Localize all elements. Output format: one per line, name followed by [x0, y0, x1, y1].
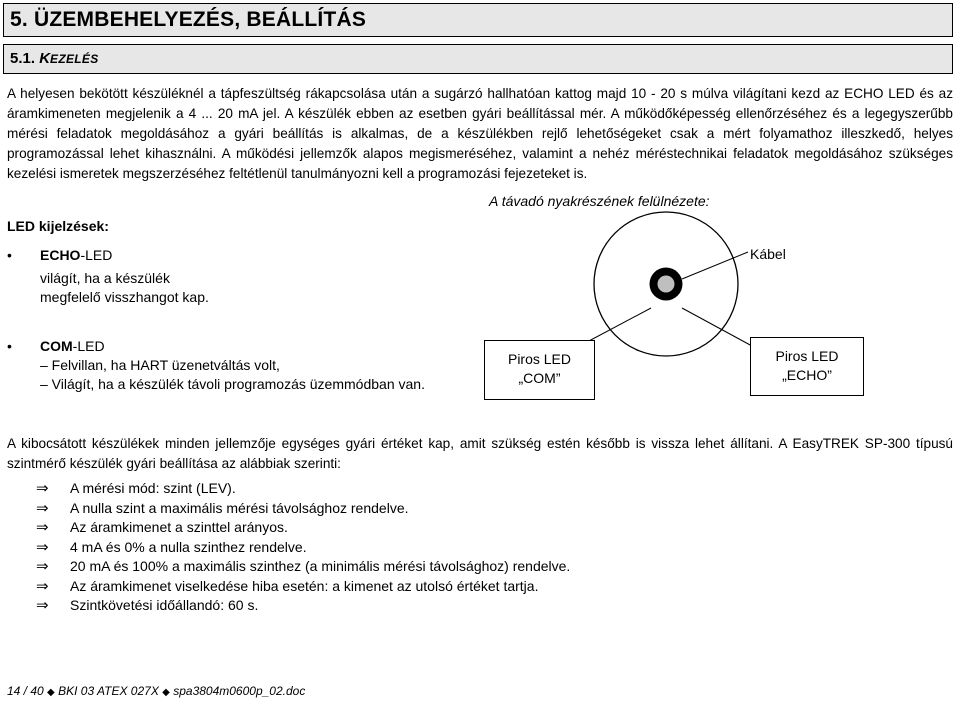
cable-label: Kábel — [750, 246, 786, 262]
list-item: ⇒ 20 mA és 100% a maximális szinthez (a minimális mérési távolsághoz) rendelve. — [36, 558, 571, 575]
factory-defaults-list — [36, 479, 570, 616]
list-item: ⇒ A mérési mód: szint (LEV). — [36, 480, 236, 497]
echo-led-desc-2: megfelelő visszhangot kap. — [40, 289, 209, 305]
echo-led-bold: ECHO — [40, 247, 81, 263]
list-item: ⇒ Szintkövetési időállandó: 60 s. — [36, 597, 259, 614]
subsection-number: 5.1. — [10, 50, 36, 67]
arrow-icon: ⇒ — [36, 558, 49, 575]
page-footer — [7, 684, 305, 698]
echo-led-desc-1: világít, ha a készülék — [40, 270, 170, 286]
arrow-icon: ⇒ — [36, 499, 49, 517]
diamond-icon: ◆ — [47, 687, 55, 698]
com-led-line-1: – Felvillan, ha HART üzenetváltás volt, — [40, 357, 280, 373]
footer-page: 14 / 40 — [7, 684, 44, 698]
list-item: ⇒ Az áramkimenet a szinttel arányos. — [36, 519, 288, 536]
com-led-box-line2: „COM” — [518, 370, 561, 386]
arrow-icon: ⇒ — [36, 519, 49, 536]
bullet-echo: • — [7, 247, 12, 263]
list-item: ⇒ Az áramkimenet viselkedése hiba esetén: a kimenet az utolsó értéket tartja. — [36, 577, 539, 595]
echo-led-box-line1: Piros LED — [775, 348, 839, 364]
arrow-icon: ⇒ — [36, 597, 49, 614]
subsection-initial: K — [39, 50, 51, 67]
subsection-title — [3, 44, 953, 74]
diagram-caption: A távadó nyakrészének felülnézete: — [489, 193, 710, 209]
arrow-icon: ⇒ — [36, 538, 49, 556]
com-led-box — [484, 340, 595, 400]
footer-file: spa3804m0600p_02.doc — [173, 684, 306, 698]
footer-doc: BKI 03 ATEX 027X — [58, 684, 159, 698]
com-led-box-line1: Piros LED — [507, 351, 572, 367]
subsection-rest: EZELÉS — [50, 52, 99, 66]
intro-paragraph: A helyesen bekötött készüléknél a tápfeszültség rákapcsolása után a sugárzó hallhatóan kattog majd 10 - 20 s múlva világítani kezd az ECHO LED és az áramkimeneten megjelenik a 4 ... 20 mA jel. A készülék ebben az esetben gyári beállítással mér. A működőképesség ellenőrzéséhez és a legegyszerűbb mérési feladatok megoldásához a gyári beállítás is alkalmas, de a készülékben rejlő lehetőségeket csak a mért folyamathoz illeszkedő, helyes programozással lehet kihasználni. A működési jellemzők alapos megismeréséhez, valamint a nehéz méréstechnikai feladatok megoldásához szükséges kezelési ismeretek megszerzéséhez feltétlenül tanulmányozni kell a programozási fejezeteket is. — [7, 86, 953, 181]
factory-defaults-intro: A kibocsátott készülékek minden jellemzője egységes gyári értéket kap, amit szükség estén később is vissza lehet állítani. A EasyTREK SP-300 típusú szintmérő készülék gyári beállítása az alábbiak szerinti: — [7, 436, 953, 471]
bullet-com: • — [7, 338, 12, 354]
list-item: ⇒ A nulla szint a maximális mérési távolsághoz rendelve. — [36, 499, 409, 517]
led-section-title: LED kijelzések: — [7, 218, 109, 234]
com-led-label — [40, 337, 105, 356]
com-led-line-2: – Világít, ha a készülék távoli programozás üzemmódban van. — [40, 376, 425, 392]
cable-gland-inner — [658, 276, 675, 293]
arrow-icon: ⇒ — [36, 577, 49, 595]
list-item: ⇒ 4 mA és 0% a nulla szinthez rendelve. — [36, 538, 307, 556]
echo-led-box — [750, 337, 864, 396]
com-led-bold: COM — [40, 338, 73, 354]
echo-led-rest: -LED — [80, 247, 113, 263]
arrow-icon: ⇒ — [36, 480, 49, 497]
section-title-text: 5. ÜZEMBEHELYEZÉS, BEÁLLÍTÁS — [10, 8, 367, 31]
com-led-rest: -LED — [72, 338, 105, 354]
echo-led-label — [40, 246, 112, 265]
echo-led-box-line2: „ECHO” — [782, 367, 832, 383]
section-title — [3, 3, 953, 37]
diamond-icon: ◆ — [162, 687, 170, 698]
